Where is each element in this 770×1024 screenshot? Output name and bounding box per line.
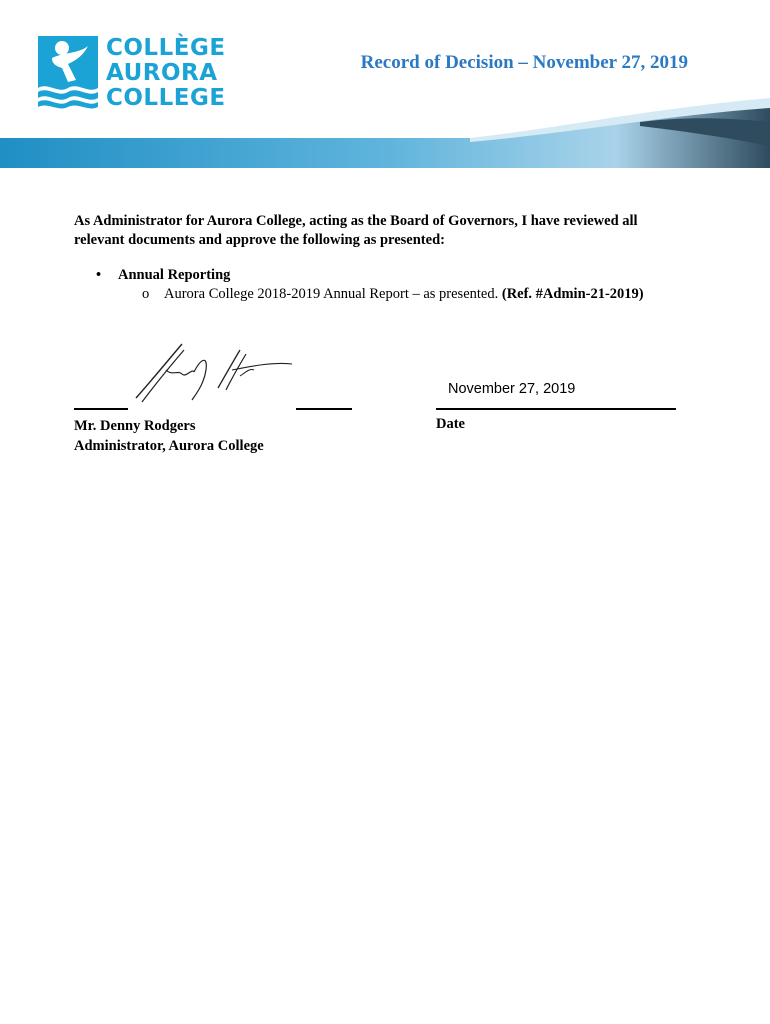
bullet-label: Annual Reporting	[118, 267, 231, 283]
signatory-name: Mr. Denny Rodgers	[74, 418, 196, 434]
reference-number: (Ref. #Admin-21-2019)	[501, 286, 644, 302]
page-title: Record of Decision – November 27, 2019	[360, 52, 688, 73]
header-band	[0, 98, 770, 170]
logo-line-3: COLLEGE	[106, 85, 226, 111]
signatory-role: Administrator, Aurora College	[74, 438, 264, 454]
logo-line-1: COLLÈGE	[106, 35, 226, 61]
handwritten-signature	[122, 340, 302, 410]
bullet-glyph: •	[96, 267, 102, 283]
sub-bullet-item	[142, 286, 644, 303]
signature-line-left	[74, 408, 128, 411]
signature-date: November 27, 2019	[448, 381, 576, 397]
bullet-item	[96, 267, 230, 284]
decision-statement: As Administrator for Aurora College, acting as the Board of Governors, I have reviewed all relevant documents and approve the following as presented:	[74, 213, 638, 248]
date-label: Date	[436, 416, 465, 432]
logo-line-2: AURORA	[106, 60, 218, 86]
signatory-block	[74, 416, 264, 456]
signature-line-right	[296, 408, 352, 411]
sub-bullet-text: Aurora College 2018-2019 Annual Report – as presented.	[164, 286, 499, 302]
date-line	[436, 408, 676, 411]
sub-bullet-glyph: o	[142, 286, 150, 302]
